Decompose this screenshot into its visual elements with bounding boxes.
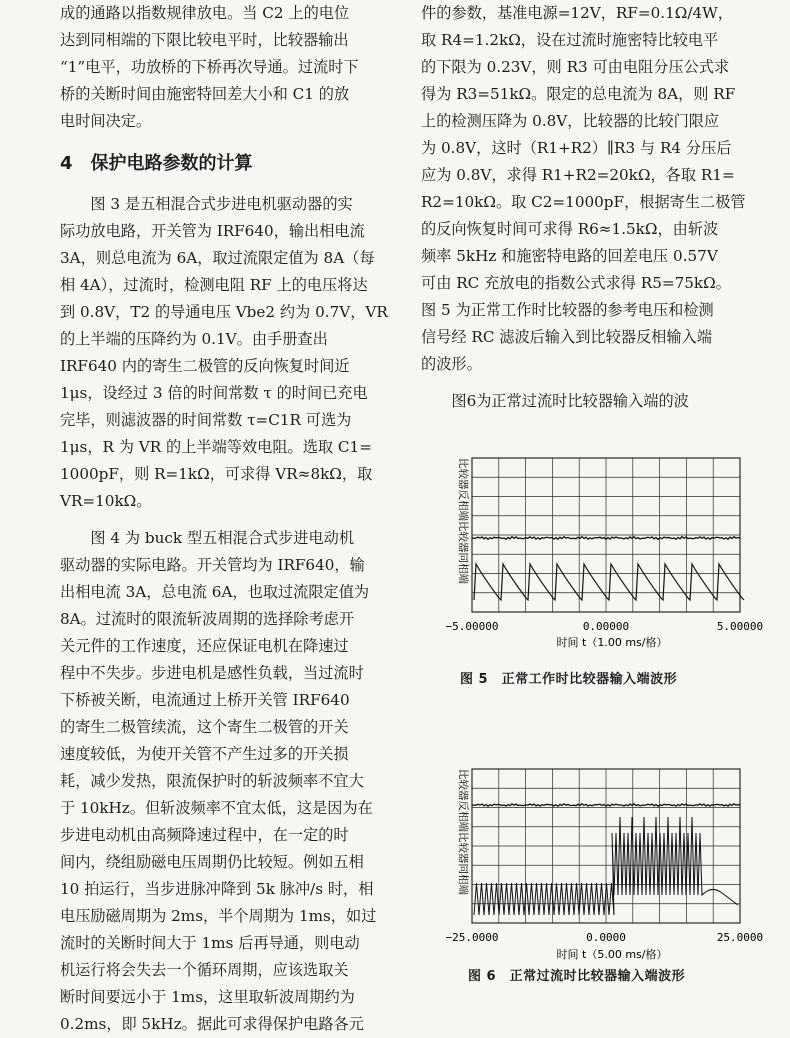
text-line: 机运行将会失去一个循环周期，应该选取关 xyxy=(60,961,349,979)
section-heading xyxy=(60,147,390,181)
text-line: 1μs，R 为 VR 的上半端等效电阻。选取 C1= xyxy=(60,438,372,456)
text-line: 的寄生二极管续流，这个寄生二极管的开关 xyxy=(60,718,349,736)
text-line: 下桥被关断，电流通过上桥开关管 IRF640 xyxy=(60,691,350,709)
text-line: 1μs，设经过 3 倍的时间常数 τ 的时间已充电 xyxy=(60,384,368,402)
text-line: 速度较低，为使开关管不产生过多的开关损 xyxy=(60,745,349,763)
text-line: 为 0.8V，这时（R1+R2）∥R3 与 R4 分压后 xyxy=(421,139,732,157)
figure-6-ylabel: 比较器反相端比较器同相端 xyxy=(457,769,469,895)
figure-5-xtick: −5.00000 xyxy=(445,620,499,633)
text-line: 完毕，则滤波器的时间常数 τ=C1R 可选为 xyxy=(60,411,352,429)
figure-5-ylabel: 比较器反相端比较器同相端 xyxy=(457,458,469,584)
text-line: 步进电动机由高频降速过程中，在一定的时 xyxy=(60,826,349,844)
text-line: 电压励磁周期为 2ms，半个周期为 1ms，如过 xyxy=(60,907,377,925)
text-line: 1000pF，则 R=1kΩ，可求得 VR≈8kΩ，取 xyxy=(60,465,373,483)
text-line: 际功放电路，开关管为 IRF640，输出相电流 xyxy=(60,222,365,240)
text-line: 程中不失步。步进电机是感性负载，当过流时 xyxy=(60,664,364,682)
text-line: “1”电平，功放桥的下桥再次导通。过流时下 xyxy=(60,58,359,76)
text-line: 的上半端的压降约为 0.1V。由手册查出 xyxy=(60,330,328,348)
left-column xyxy=(60,0,390,1038)
text-line: 相 4A），过流时，检测电阻 RF 上的电压将达 xyxy=(60,276,368,294)
figure-6-xlabel: 时间 t（5.00 ms/格） xyxy=(556,948,668,961)
figure-6-xtick: 0.0000 xyxy=(586,931,626,944)
text-line: 的下限为 0.23V，则 R3 可由电阻分压公式求 xyxy=(421,58,730,76)
text-line: 图 5 为正常工作时比较器的参考电压和检测 xyxy=(421,301,714,319)
text-line: 的波形。 xyxy=(421,355,482,373)
text-line: 件的参数，基准电源=12V，RF=0.1Ω/4W， xyxy=(421,4,733,22)
figure-5-caption: 图 5 正常工作时比较器输入端波形 xyxy=(460,672,678,687)
text-line: 信号经 RC 滤波后输入到比较器反相输入端 xyxy=(421,328,712,346)
figure-6-xtick: −25.0000 xyxy=(445,931,499,944)
right-column xyxy=(421,0,751,415)
text-line: 电时间决定。 xyxy=(60,112,152,130)
figure-5-xlabel: 时间 t（1.00 ms/格） xyxy=(556,636,668,649)
figure-6 xyxy=(445,765,764,987)
text-line: 得为 R3=51kΩ。限定的总电流为 8A，则 RF xyxy=(421,85,736,103)
text-line: VR=10kΩ。 xyxy=(60,492,152,510)
text-line: 流时的关断时间大于 1ms 后再导通，则电动 xyxy=(60,934,360,952)
text-line: 8A。过流时的限流斩波周期的选择除考虑开 xyxy=(60,610,355,628)
figure-5-xtick: 0.00000 xyxy=(582,620,630,633)
figure-6-caption: 图 6 正常过流时比较器输入端波形 xyxy=(468,969,686,984)
figure-6-xtick: 25.0000 xyxy=(716,931,764,944)
text-line: 驱动器的实际电路。开关管均为 IRF640，输 xyxy=(60,556,365,574)
section-number: 4 xyxy=(60,153,73,174)
figure-5-grid xyxy=(472,458,740,612)
intro-paragraph xyxy=(60,0,390,135)
text-line: 耗，减少发热，限流保护时的斩波频率不宜大 xyxy=(60,772,364,790)
paragraph-params xyxy=(421,0,751,378)
text-line: 到 0.8V，T2 的导通电压 Vbe2 约为 0.7V，VR xyxy=(60,303,388,321)
text-line: IRF640 内的寄生二极管的反向恢复时间近 xyxy=(60,357,350,375)
figure-6-plot xyxy=(445,765,764,965)
figure-5-signal-trace xyxy=(474,564,744,600)
paragraph-fig3 xyxy=(60,191,390,515)
text-line: 达到同相端的下限比较电平时，比较器输出 xyxy=(60,31,349,49)
figure-5-xtick: 5.00000 xyxy=(716,620,764,633)
text-line: 关元件的工作速度，还应保证电机在降速过 xyxy=(60,637,349,655)
text-line: 频率 5kHz 和施密特电路的回差电压 0.57V xyxy=(421,247,718,265)
fig6-intro-line: 图6为正常过流时比较器输入端的波 xyxy=(451,392,689,410)
text-line: 成的通路以指数规律放电。当 C2 上的电位 xyxy=(60,4,350,22)
text-line: 应为 0.8V，求得 R1+R2=20kΩ，各取 R1= xyxy=(421,166,735,184)
text-line: 可由 RC 充放电的指数公式求得 R5=75kΩ。 xyxy=(421,274,731,292)
text-line: 3A，则总电流为 6A，取过流限定值为 8A（每 xyxy=(60,249,375,267)
text-line: 断时间要远小于 1ms，这里取斩波周期约为 xyxy=(60,988,355,1006)
text-line: 间内，绕组励磁电压周期仍比较短。例如五相 xyxy=(60,853,364,871)
text-line: 的反向恢复时间可求得 R6≈1.5kΩ，由斩波 xyxy=(421,220,719,238)
figure-5-plot xyxy=(445,450,764,650)
text-line: 桥的关断时间由施密特回差大小和 C1 的放 xyxy=(60,85,350,103)
figure-5 xyxy=(445,450,764,690)
text-line: 10 拍运行，当步进脉冲降到 5k 脉冲/s 时，相 xyxy=(60,880,374,898)
text-line: 图 4 为 buck 型五相混合式步进电动机 xyxy=(90,529,355,547)
text-line: 取 R4=1.2kΩ，设在过流时施密特比较电平 xyxy=(421,31,719,49)
paragraph-fig4 xyxy=(60,525,390,1038)
text-line: 0.2ms，即 5kHz。据此可求得保护电路各元 xyxy=(60,1015,364,1033)
text-line: 图 3 是五相混合式步进电机驱动器的实 xyxy=(90,195,353,213)
text-line: 于 10kHz。但斩波频率不宜太低，这是因为在 xyxy=(60,799,373,817)
section-title: 保护电路参数的计算 xyxy=(90,153,253,174)
text-line: 上的检测压降为 0.8V，比较器的比较门限应 xyxy=(421,112,720,130)
text-line: 出相电流 3A，总电流 6A，也取过流限定值为 xyxy=(60,583,370,601)
text-line: R2=10kΩ。取 C2=1000pF，根据寄生二极管 xyxy=(421,193,746,211)
